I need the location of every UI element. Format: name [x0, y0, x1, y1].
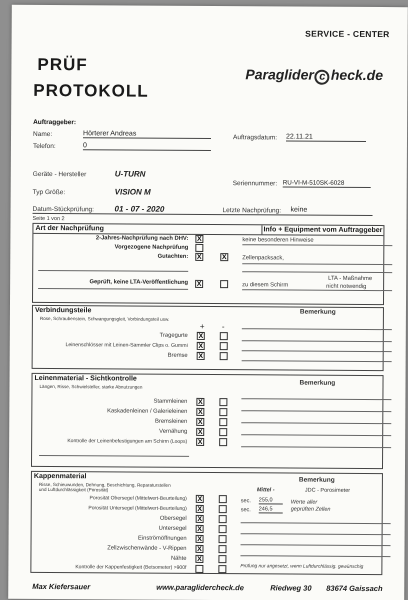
- row-porosity-bottom: Porosität Untersegel (Mittelwert-Beurteilung): [88, 505, 187, 512]
- checkbox-info-2[interactable]: [220, 280, 228, 288]
- checkbox-main-lines[interactable]: X: [198, 398, 203, 406]
- info-note-3: zu diesem Schirm: [242, 282, 289, 289]
- values-note-1: Werte aller: [290, 499, 318, 506]
- checkbox-seams[interactable]: X: [197, 555, 202, 563]
- checkbox-expertise[interactable]: X: [196, 253, 202, 261]
- type-label: Typ Größe:: [32, 188, 66, 197]
- row-line-locks: Leinenschlösser mit Leinen-Sammler Clips o. Gummi: [65, 342, 188, 349]
- maker-label: Geräte - Hersteller: [32, 170, 87, 179]
- checkbox-porosity-top[interactable]: X: [197, 495, 203, 503]
- row-early: Vorgezogene Nachprüfung: [114, 244, 189, 251]
- canopy-remark-heading: Bemerkung: [298, 476, 335, 484]
- checkbox-risers-minus[interactable]: [220, 332, 228, 340]
- checkbox-brake-minus[interactable]: [220, 352, 228, 360]
- plus-sign: +: [199, 321, 205, 331]
- row-main-lines: Stammleinen: [153, 398, 188, 405]
- row-canopy-strength: Kontrolle der Kappenfestigkeit (Betsometer) >900f: [75, 564, 187, 571]
- row-ribs: Zellzwischenwände - V-Rippen: [107, 545, 187, 552]
- checkbox-info-1[interactable]: X: [221, 254, 227, 262]
- checkbox-early[interactable]: [195, 244, 203, 252]
- checkbox-porosity-bottom-minus[interactable]: [219, 505, 227, 513]
- checkbox-bottom-sail-minus[interactable]: [219, 525, 227, 533]
- checkbox-top-sail[interactable]: X: [197, 515, 203, 523]
- page-indicator: Seite 1 von 2: [32, 215, 65, 223]
- inspection-type-heading: Art der Nachprüfung: [35, 224, 104, 233]
- lines-remark-heading: Bemerkung: [299, 379, 336, 387]
- info-note-2: Zellenpacksack,: [242, 255, 284, 262]
- serial-value: RU-VI-M-510SK-6028: [283, 179, 371, 188]
- name-value: Hörterer Andreas: [83, 130, 211, 139]
- phone-label: Telefon:: [32, 142, 56, 151]
- row-inlets: Einströmöffnungen: [137, 535, 187, 542]
- canopy-strength-note: Prüfung nur angesetzt, wenn Luftdurchlässig. gewünschig: [240, 564, 364, 570]
- checkbox-two-year[interactable]: X: [197, 235, 202, 243]
- row-seams: Nähte: [170, 555, 187, 562]
- footer-street: Riedweg 30: [270, 583, 312, 593]
- checkbox-porosity-top-minus[interactable]: [219, 495, 227, 503]
- checkbox-checked-no-lta[interactable]: X: [196, 280, 202, 288]
- checkbox-ribs[interactable]: X: [197, 545, 202, 553]
- order-date-label: Auftragsdatum:: [232, 134, 278, 142]
- title-line-1: PRÜF: [37, 54, 88, 75]
- maker-value: U-TURN: [114, 169, 146, 179]
- info-equipment-heading: Info + Equipment vom Auftraggeber: [261, 225, 383, 235]
- row-top-sail: Obersegel: [159, 515, 187, 522]
- lines-subtitle: Längen, Risse, Schwielsteller, starke Abnutzungen: [39, 383, 143, 390]
- checkbox-cascade-lines-minus[interactable]: [219, 408, 227, 416]
- protocol-sheet: [8, 5, 408, 600]
- row-bottom-sail: Untersegel: [158, 525, 187, 532]
- connectors-heading: Verbindungsteile: [34, 306, 92, 315]
- lta-note-1: LTA - Maßnahme: [328, 275, 373, 283]
- paraglidercheck-logo: [245, 66, 383, 85]
- checkbox-line-locks-minus[interactable]: [220, 342, 228, 350]
- title-line-2: PROTOKOLL: [33, 80, 149, 101]
- checkbox-brake[interactable]: X: [198, 352, 204, 360]
- checkbox-porosity-bottom[interactable]: X: [197, 505, 203, 513]
- last-inspection-label: Letzte Nachprüfung:: [223, 207, 373, 216]
- inspection-date-label: Datum-Stückprüfung:: [33, 206, 223, 215]
- checkbox-inlets-minus[interactable]: [219, 535, 227, 543]
- connectors-subtitle: Rose, Schraubenstein, Schwangungsgleit, Vorbindungsteil usw.: [39, 315, 170, 322]
- logo-text-b: heck.de: [330, 66, 384, 84]
- service-center-label: SERVICE - CENTER: [305, 28, 390, 40]
- canopy-subtitle-2: und Luftdurchlässigkeit (Porosität): [38, 486, 109, 493]
- checkbox-cascade-lines[interactable]: X: [197, 408, 203, 416]
- checkbox-stitching-minus[interactable]: [219, 428, 227, 436]
- inspection-date-value: 01 - 07 - 2020: [114, 204, 165, 214]
- row-brake: Bremse: [167, 352, 188, 359]
- info-note-1: keine besonderen Hinweise: [242, 237, 314, 244]
- serial-label: Seriennummer:: [232, 180, 278, 188]
- order-date-value: 22.11.21: [286, 133, 366, 141]
- checkbox-line-attachments-minus[interactable]: [219, 438, 227, 446]
- checkbox-canopy-strength-minus[interactable]: [218, 565, 226, 573]
- checkbox-seams-minus[interactable]: [218, 555, 226, 563]
- checkbox-ribs-minus[interactable]: [218, 545, 226, 553]
- porosity-mean-label: Mittel -: [256, 487, 275, 494]
- checkbox-inlets[interactable]: X: [197, 535, 202, 543]
- type-value: VISION M: [114, 187, 151, 197]
- checkbox-main-lines-minus[interactable]: [219, 398, 227, 406]
- canopy-heading: Kappenmaterial: [33, 472, 87, 481]
- phone-value: 0: [83, 142, 211, 151]
- sec-label-2: sec.: [240, 507, 251, 514]
- checkbox-line-locks[interactable]: X: [198, 342, 204, 350]
- row-checked-no-lta: Geprüft, keine LTA-Veröffentlichung: [89, 279, 189, 286]
- name-label: Name:: [33, 130, 53, 139]
- checkbox-brake-lines[interactable]: X: [197, 418, 203, 426]
- checkbox-canopy-strength[interactable]: [195, 565, 203, 573]
- connectors-remark-heading: Bemerkung: [299, 308, 336, 316]
- checkbox-bottom-sail[interactable]: X: [197, 525, 202, 533]
- row-risers: Tragegurte: [159, 332, 188, 339]
- porosimeter-label: JDC - Porosimeter: [304, 487, 351, 494]
- lta-note-2: nicht notwendig: [326, 283, 367, 290]
- checkbox-brake-lines-minus[interactable]: [219, 418, 227, 426]
- row-expertise: Gutachten:: [157, 253, 189, 260]
- porosity-value-bottom: 246,5: [259, 506, 283, 513]
- row-brake-lines: Bremsleinen: [155, 418, 188, 425]
- last-inspection-value: keine: [290, 206, 308, 214]
- footer-city: 83674 Gaissach: [326, 583, 383, 594]
- porosity-value-top: 255,0: [259, 497, 283, 504]
- checkbox-risers[interactable]: X: [198, 332, 204, 340]
- client-heading: Auftraggeber:: [33, 118, 77, 127]
- sec-label-1: sec.: [240, 498, 251, 505]
- row-cascade-lines: Kaskadenleinen / Galerieleinen: [107, 408, 188, 415]
- logo-check-circle: c: [315, 70, 330, 85]
- row-two-year: 2-Jahres-Nachprüfung nach DHV:: [95, 235, 189, 242]
- canopy-subtitle-1: Risse, Schieuwunden, Dehnung, Beschichtung, Reparaturstellen: [38, 481, 171, 488]
- lines-heading: Leinenmaterial - Sichtkontrolle: [34, 374, 137, 383]
- logo-text-a: Paraglider: [245, 66, 314, 83]
- minus-sign: -: [221, 322, 225, 332]
- row-line-attachments: Kontrolle der Leinenbefestigungen am Schirm (Loops): [67, 438, 188, 445]
- footer-name: Max Kiefersauer: [32, 581, 91, 592]
- checkbox-stitching[interactable]: X: [197, 428, 203, 436]
- checkbox-top-sail-minus[interactable]: [219, 515, 227, 523]
- row-porosity-top: Porosität Obersegel (Mittelwert-Beurteilung): [89, 495, 187, 502]
- checkbox-line-attachments[interactable]: X: [197, 438, 203, 446]
- row-stitching: Vernähung: [159, 428, 188, 435]
- values-note-2: geprüften Zellen: [290, 506, 331, 513]
- footer-website[interactable]: www.paraglidercheck.de: [156, 582, 244, 593]
